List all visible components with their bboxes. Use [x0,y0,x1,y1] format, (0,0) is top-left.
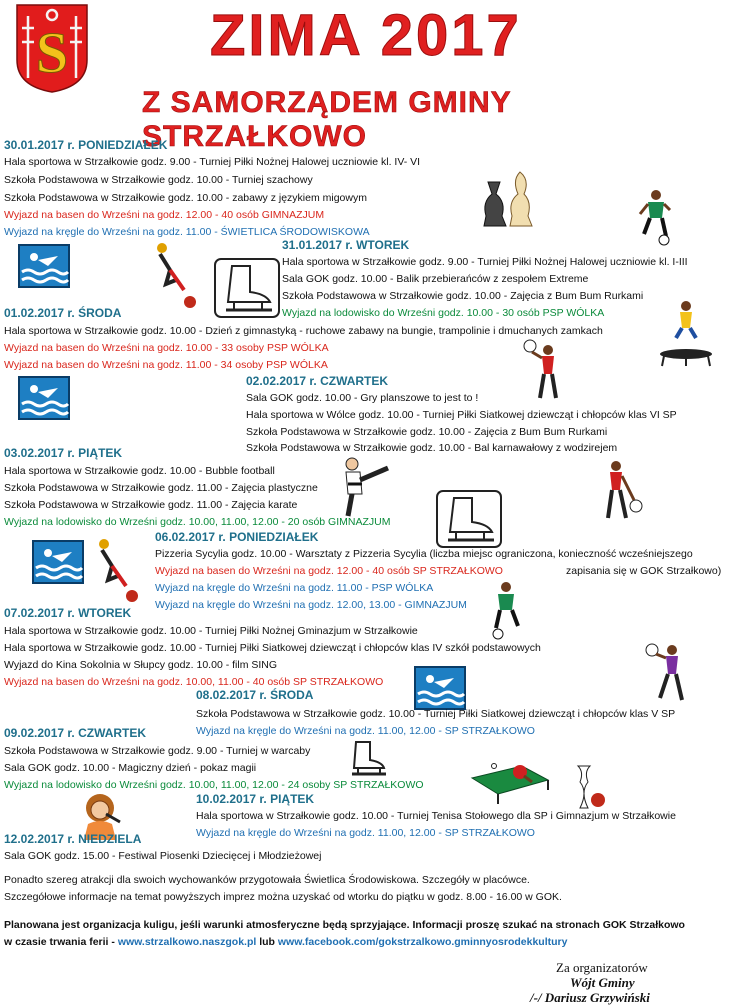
swimming-icon [18,376,70,420]
event-line: Szkoła Podstawowa w Strzałkowie godz. 10.00 - Bal karnawałowy z wodzirejem [246,442,618,454]
volleyball-player-icon [644,640,694,706]
event-line: Pizzeria Sycylia godz. 10.00 - Warsztaty z Pizzeria Sycylia (liczba miejsc ograniczona, konieczność wcześniejszego [155,548,693,560]
day-heading: 31.01.2017 r. WTOREK [282,238,410,252]
event-line: Sala GOK godz. 10.00 - Balik przebierańców z zespołem Extreme [282,273,589,285]
volleyball-player-icon [596,458,646,524]
event-line: Wyjazd do Kina Sokolnia w Słupcy godz. 10.00 - film SING [4,659,278,671]
svg-text:S: S [35,20,69,85]
trip-line: Wyjazd na lodowisko do Wrześni godz. 10.00, 11.00, 12.00 - 24 osoby SP STRZAŁKOWO [4,779,424,791]
trip-line: Wyjazd na basen do Wrześni na godz. 11.00 - 34 osoby PSP WÓLKA [4,359,328,371]
event-line: Szkoła Podstawowa w Strzałkowie godz. 10.00 - Turniej szachowy [4,174,313,186]
trip-line: Wyjazd na basen do Wrześni na godz. 10.00 - 33 osoby PSP WÓLKA [4,342,329,354]
event-line: Hala sportowa w Strzałkowie godz. 9.00 - Turniej Piłki Nożnej Halowej uczniowie kl. IV- VI [4,156,421,168]
event-line: Szkoła Podstawowa w Strzałkowie godz. 9.00 - Turniej w warcaby [4,745,311,757]
day-heading: 01.02.2017 r. ŚRODA [4,306,122,320]
swimming-icon [32,540,84,584]
ice-skate-icon [346,738,390,778]
day-heading: 07.02.2017 r. WTOREK [4,606,132,620]
event-line: Hala sportowa w Strzałkowie godz. 10.00 - Turniej Piłki Nożnej Gminazjum w Strzałkowie [4,625,418,637]
day-heading: 06.02.2017 r. PONIEDZIAŁEK [155,530,319,544]
event-line: Hala sportowa w Strzałkowie godz. 9.00 - Turniej Piłki Nożnej Halowej uczniowie kl. I-III [282,256,688,268]
swimming-icon [18,244,70,288]
soccer-player-icon [634,188,674,246]
day-heading: 08.02.2017 r. ŚRODA [196,688,314,702]
day-heading: 30.01.2017 r. PONIEDZIAŁEK [4,138,168,152]
chess-pieces-icon [472,160,542,230]
trip-line: Wyjazd na basen do Wrześni na godz. 10.00, 11.00 - 40 osób SP STRZAŁKOWO [4,676,384,688]
signature-title: Wójt Gminy [570,975,635,990]
kulig-note: Planowana jest organizacja kuligu, jeśli warunki atmosferyczne będą sprzyjające. Informacji proszę szukać na stronach GOK Strzałkowo [4,919,685,931]
signature-name: /-/ Dariusz Grzywiński [530,990,650,1005]
volleyball-player-icon [522,338,570,404]
event-line: Szkoła Podstawowa w Strzałkowie godz. 11.00 - Zajęcia plastyczne [4,482,318,494]
bowling-player-icon [92,536,142,604]
event-line: Szkoła Podstawowa w Strzałkowie godz. 10.00 - zabawy z językiem migowym [4,192,367,204]
event-line: Hala sportowa w Strzałkowie godz. 10.00 - Bubble football [4,465,275,477]
day-heading: 09.02.2017 r. CZWARTEK [4,726,147,740]
facebook-link[interactable]: www.facebook.com/gokstrzalkowo.gminnyosrodekkultury [277,936,568,948]
kulig-links-line [4,936,567,949]
day-heading: 02.02.2017 r. CZWARTEK [246,374,389,388]
link-separator: lub [259,936,275,948]
trip-line: Wyjazd na kręgle do Wrześni na godz. 11.00 - ŚWIETLICA ŚRODOWISKOWA [4,226,370,238]
trampoline-icon [656,298,716,368]
ice-skate-icon [214,258,280,318]
event-line: Hala sportowa w Strzałkowie godz. 10.00 - Turniej Tenisa Stołowego dla SP i Gimnazjum w Strzałkowie [196,810,676,822]
footer-note: Ponadto szereg atrakcji dla swoich wychowanków przygotowała Świetlica Środowiskowa. Szczegóły w placówce. [4,874,530,886]
trip-line: Wyjazd na lodowisko do Wrześni godz. 10.00 - 30 osób PSP WÓLKA [282,307,605,319]
poster-title: ZIMA 2017 [210,3,522,68]
event-line: Hala sportowa w Strzałkowie godz. 10.00 - Dzień z gimnastyką - ruchowe zabawy na bungie, trampolinie i dmuchanych zamkach [4,325,603,337]
soccer-player-icon [488,580,528,640]
gok-website-link[interactable]: www.strzalkowo.naszgok.pl [117,936,257,948]
event-line: Hala sportowa w Wólce godz. 10.00 - Turniej Piłki Siatkowej dziewcząt i chłopców klas VI SP [246,409,677,421]
event-line: Szkoła Podstawowa w Strzałkowie godz. 10.00 - Zajęcia z Bum Bum Rurkami [246,426,608,438]
karate-icon [338,454,392,518]
trip-line: Wyjazd na basen do Wrześni na godz. 12.00 - 40 osób SP STRZAŁKOWO [155,565,503,577]
day-heading: 03.02.2017 r. PIĄTEK [4,446,123,460]
event-line: Szkoła Podstawowa w Strzałkowie godz. 10.00 - Turniej Piłki Siatkowej dziewcząt i chłopców klas V SP [196,708,676,720]
ice-skate-icon [436,490,502,548]
day-heading: 10.02.2017 r. PIĄTEK [196,792,315,806]
swimming-icon [414,666,466,710]
coat-of-arms-icon [14,2,90,94]
event-line: Sala GOK godz. 15.00 - Festiwal Piosenki Dziecięcej i Młodzieżowej [4,850,322,862]
footer-note: Szczegółowe informacje na temat powyższych imprez można uzyskać od wtorku do piątku w godz. 8.00 - 16.00 w GOK. [4,891,562,903]
event-line: Sala GOK godz. 10.00 - Gry planszowe to jest to ! [246,392,479,404]
trip-line: Wyjazd na kręgle do Wrześni na godz. 11.00 - PSP WÓLKA [155,582,434,594]
trip-line: Wyjazd na basen do Wrześni na godz. 12.00 - 40 osób GIMNAZJUM [4,209,325,221]
event-line: Szkoła Podstawowa w Strzałkowie godz. 10.00 - Zajęcia z Bum Bum Rurkami [282,290,644,302]
day-heading: 12.02.2017 r. NIEDZIELA [4,832,142,846]
trip-line: Wyjazd na kręgle do Wrześni na godz. 11.00, 12.00 - SP STRZAŁKOWO [196,827,535,839]
trip-line: Wyjazd na lodowisko do Wrześni godz. 10.00, 11.00, 12.00 - 20 osób GIMNAZJUM [4,516,391,528]
kulig-prefix: w czasie trwania ferii - [4,936,115,948]
event-line: Szkoła Podstawowa w Strzałkowie godz. 11.00 - Zajęcia karate [4,499,298,511]
event-line: Sala GOK godz. 10.00 - Magiczny dzień - pokaz magii [4,762,257,774]
event-line: Hala sportowa w Strzałkowie godz. 10.00 - Turniej Piłki Siatkowej dziewcząt i chłopców klas IV szkół podstawowych [4,642,541,654]
table-tennis-icon [468,758,552,806]
trip-line: Wyjazd na kręgle do Wrześni na godz. 12.00, 13.00 - GIMNAZJUM [155,599,467,611]
event-line: zapisania się w GOK Strzałkowo) [566,565,722,577]
bowling-player-icon [150,240,200,310]
signature-caption: Za organizatorów [556,960,648,975]
poster-subtitle: Z SAMORZĄDEM GMINY STRZAŁKOWO [142,86,512,153]
trip-line: Wyjazd na kręgle do Wrześni na godz. 11.00, 12.00 - SP STRZAŁKOWO [196,725,535,737]
bowling-icon [568,762,608,812]
